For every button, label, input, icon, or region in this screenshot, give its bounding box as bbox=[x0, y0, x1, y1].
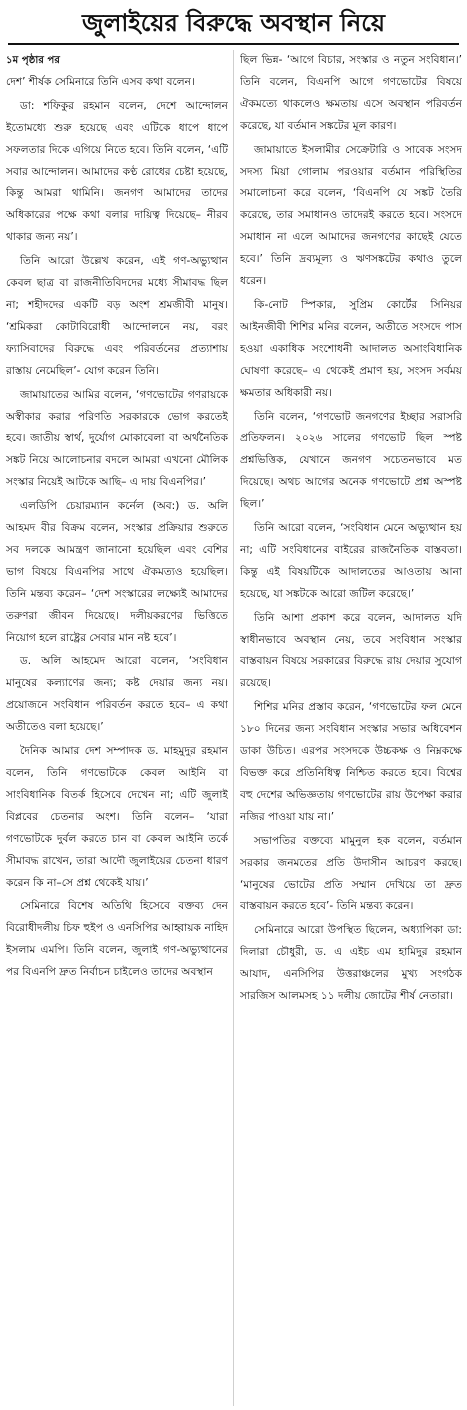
paragraph: এলডিপি চেয়ারম্যান কর্নেল (অব:) ড. অলি আহমদ বীর বিক্রম বলেন, সংস্কার প্রক্রিয়ার শুরুতে সব দলকে আমন্ত্রণ জানানো হয়েছিল এবং বেশির ভাগ বিষয়ে বিএনপির সাথে ঐকমত্যও হয়েছিল। তিনি মন্তব্য করেন– ‘দেশ সংস্কারের লক্ষ্যেই আমাদের তরুণরা জীবন দিয়েছে। দলীয়করণের ভিত্তিতে নিয়োগ হলে রাষ্ট্রের সেবার মান নষ্ট হবে’। bbox=[6, 500, 228, 644]
paragraph: শিশির মনির প্রস্তাব করেন, ‘গণভোটের ফল মেনে ১৮০ দিনের জন্য সংবিধান সংস্কার সভার অধিবেশন ডাকা উচিত। এরপর সংসদকে উচ্চকক্ষ ও নিম্নকক্ষে বিভক্ত করে প্রতিনিধিত্ব নিশ্চিত করতে হবে। বিশ্বের বহু দেশের অভিজ্ঞতায় গণভোটের রায় উপেক্ষা করার নজির পাওয়া যায় না।’ bbox=[240, 701, 462, 823]
paragraph: ছিল ভিন্ন- ‘আগে বিচার, সংস্কার ও নতুন সংবিধান।’ তিনি বলেন, বিএনপি আগে গণভোটের বিষয়ে ঐকমত্যে থাকলেও ক্ষমতায় এসে অবস্থান পরিবর্তন করেছে, যা বর্তমান সঙ্কটের মূল কারণ। bbox=[240, 54, 462, 132]
paragraph: দেশ’ শীর্ষক সেমিনারে তিনি এসব কথা বলেন। bbox=[6, 75, 195, 88]
paragraph: ড. অলি আহমেদ আরো বলেন, ‘সংবিধান মানুষের কল্যাণের জন্য; কষ্ট দেয়ার জন্য নয়। প্রয়োজনে সংবিধান পরিবর্তন করতে হবে– এ কথা অতীতেও বলা হয়েছে।’ bbox=[6, 655, 228, 734]
column-right bbox=[240, 50, 462, 1406]
paragraph: কি-নোট স্পিকার, সুপ্রিম কোর্টের সিনিয়র আইনজীবী শিশির মনির বলেন, অতীতে সংসদে পাস হওয়া একাধিক সংশোধনী আদালত অসাংবিধানিক ঘোষণা করেছে– এ থেকেই প্রমাণ হয়, সংসদ সর্বময় ক্ষমতার অধিকারী নয়। bbox=[240, 298, 462, 399]
paragraph: সভাপতির বক্তব্যে মামুনুল হক বলেন, বর্তমান সরকার জনমতের প্রতি উদাসীন আচরণ করছে। ‘মানুষের ভোটের প্রতি সম্মান দেখিয়ে তা দ্রুত বাস্তবায়ন করতে হবে’- তিনি মন্তব্য করেন। bbox=[240, 834, 462, 913]
headline-area bbox=[0, 0, 467, 48]
article-headline: জুলাইয়ের বিরুদ্ধে অবস্থান নিয়ে bbox=[8, 6, 459, 45]
paragraph: ডা: শফিকুর রহমান বলেন, দেশে আন্দোলন ইতোমধ্যে শুরু হয়েছে এবং এটিকে ধাপে ধাপে সফলতার দিকে এগিয়ে নিতে হবে। তিনি বলেন, ‘এটি সবার আন্দোলন। আমাদের কণ্ঠ রোধের চেষ্টা হয়েছে, কিন্তু আমরা থামিনি। জনগণ আমাদের তাদের অধিকারের পক্ষে কথা বলার দায়িত্ব দিয়েছে– নীরব থাকার জন্য নয়’। bbox=[6, 99, 228, 244]
paragraph: তিনি আরো বলেন, ‘সংবিধান মেনে অভ্যুত্থান হয় না; এটি সংবিধানের বাইরের রাজনৈতিক বাস্তবতা। কিন্তু এই বিষয়টিকে আদালতের আওতায় আনা হয়েছে, যা সঙ্কটকে আরো জটিল করেছে।’ bbox=[240, 522, 462, 600]
column-left bbox=[6, 50, 228, 1406]
paragraph: সেমিনারে বিশেষ অতিথি হিসেবে বক্তব্য দেন বিরোধীদলীয় চিফ হুইপ ও এনসিপির আহ্বায়ক নাহিদ ইসলাম এমপি। তিনি বলেন, জুলাই গণ-অভ্যুত্থানের পর বিএনপি দ্রুত নির্বাচন চাইলেও তাদের অবস্থান bbox=[6, 900, 228, 979]
paragraph: তিনি আশা প্রকাশ করে বলেন, আদালত যদি স্বাধীনভাবে অবস্থান নেয়, তবে সংবিধান সংস্কার বাস্তবায়ন বিষয়ে সরকারের বিরুদ্ধে রায় দেয়ার সুযোগ রয়েছে। bbox=[240, 611, 462, 690]
paragraph: জামায়াতের আমির বলেন, ‘গণভোটের গণরায়কে অস্বীকার করার পরিণতি সরকারকে ভোগ করতেই হবে। জাতীয় স্বার্থ, দুর্যোগ মোকাবেলা বা অর্থনৈতিক সঙ্কট নিয়ে আলোচনার বদলে আমরা এখনো মৌলিক সংস্কার নিয়েই আটকে আছি– এ দায় বিএনপির।’ bbox=[6, 388, 228, 489]
paragraph: তিনি বলেন, ‘গণভোট জনগণের ইচ্ছার সরাসরি প্রতিফলন। ২০২৬ সালের গণভোট ছিল স্পষ্ট প্রশ্নভিত্তিক, যেখানে জনগণ সচেতনভাবে মত দিয়েছে। অথচ আগের অনেক গণভোটে প্রশ্ন অস্পষ্ট ছিল।’ bbox=[240, 410, 462, 511]
column-divider bbox=[233, 50, 234, 1406]
paragraph: জামায়াতে ইসলামীর সেক্রেটারি ও সাবেক সংসদ সদস্য মিয়া গোলাম পরওয়ার বর্তমান পরিস্থিতির সমালোচনা করে বলেন, ‘বিএনপি যে সঙ্কট তৈরি করেছে, তার সমাধানও তাদেরই করতে হবে। সংসদে সমাধান না এলে আমাদের জনগণের কাছেই যেতে হবে।’ তিনি দ্রব্যমূল্য ও ঋণসঙ্কটের কথাও তুলে ধরেন। bbox=[240, 143, 462, 288]
paragraph: সেমিনারে আরো উপস্থিত ছিলেন, অধ্যাপিকা ডা: দিলারা চৌধুরী, ড. এ এইচ এম হামিদুর রহমান আযাদ, এনসিপির উত্তরাঞ্চলের মুখ্য সংগঠক সারজিস আলমসহ ১১ দলীয় জোটের শীর্ষ নেতারা। bbox=[240, 924, 462, 1003]
paragraph: দৈনিক আমার দেশ সম্পাদক ড. মাহমুদুর রহমান বলেন, তিনি গণভোটকে কেবল আইনি বা সাংবিধানিক বিতর্ক হিসেবে দেখেন না; এটি জুলাই বিপ্লবের চেতনার অংশ। তিনি বলেন– ‘যারা গণভোটকে দুর্বল করতে চান বা কেবল আইনি তর্কে সীমাবদ্ধ রাখেন, তারা আদৌ জুলাইয়ের চেতনা ধারণ করেন কি না–সে প্রশ্ন থেকেই যায়।’ bbox=[6, 745, 228, 889]
paragraph: তিনি আরো উল্লেখ করেন, এই গণ-অভ্যুত্থান কেবল ছাত্র বা রাজনীতিবিদদের মধ্যে সীমাবদ্ধ ছিল না; শহীদদের একটি বড় অংশ শ্রমজীবী মানুষ। ‘শ্রমিকরা কোটাবিরোধী আন্দোলনে নয়, বরং ফ্যাসিবাদের বিরুদ্ধে এবং পরিবর্তনের প্রত্যাশায় রাস্তায় নেমেছিল’- যোগ করেন তিনি। bbox=[6, 255, 228, 377]
continued-from-label: ১ম পৃষ্ঠার পর bbox=[6, 55, 60, 66]
article-body bbox=[0, 50, 467, 1410]
